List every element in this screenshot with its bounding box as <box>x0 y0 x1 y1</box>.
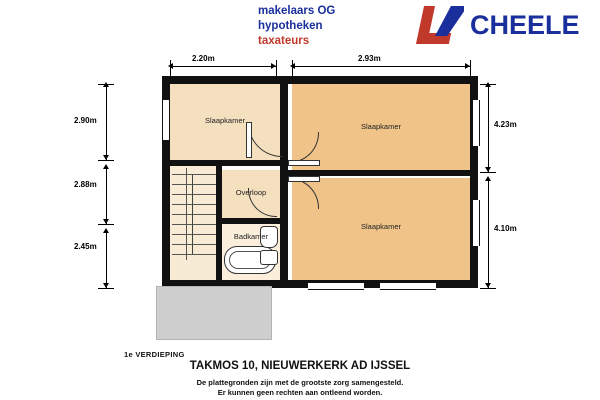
disclaimer-line-1: De plattegronden zijn met de grootste zorg samengesteld. <box>196 378 404 387</box>
label-overloop: Overloop <box>235 188 267 197</box>
floor-label: 1e VERDIEPING <box>124 350 185 359</box>
disclaimer <box>0 378 600 398</box>
logo-wordmark: CHEELE <box>470 10 580 40</box>
dim-top-1-line <box>170 66 276 67</box>
brand-text <box>258 4 408 49</box>
dim-top-2-label: 2.93m <box>358 54 381 63</box>
brand-line-3: taxateurs <box>258 35 310 47</box>
dim-left-1-line <box>106 84 107 160</box>
logo-mark-icon <box>418 6 464 44</box>
dim-left-2-label: 2.88m <box>74 180 97 189</box>
dim-left-2-line <box>106 166 107 224</box>
label-slaapkamer-left: Slaapkamer <box>204 116 246 125</box>
sink-icon <box>260 250 278 265</box>
interior-wall-vertical-center <box>280 76 288 288</box>
label-badkamer: Badkamer <box>233 232 269 241</box>
staircase <box>172 168 216 260</box>
dim-left-1-label: 2.90m <box>74 116 97 125</box>
door-leaf-slaapkamer-top-right <box>288 160 320 166</box>
disclaimer-line-2: Er kunnen geen rechten aan ontleend worden. <box>217 388 383 397</box>
dim-right-2-label: 4.10m <box>494 224 517 233</box>
brand-line-2: hypotheken <box>258 20 323 32</box>
dim-left-3-line <box>106 230 107 288</box>
interior-wall-bathroom <box>216 218 282 224</box>
label-slaapkamer-top-right: Slaapkamer <box>360 122 402 131</box>
label-slaapkamer-bottom-right: Slaapkamer <box>360 222 402 231</box>
interior-wall-vertical-left <box>216 160 222 288</box>
address-title: TAKMOS 10, NIEUWERKERK AD IJSSEL <box>189 360 411 372</box>
floorplan-drawing <box>74 54 520 350</box>
dim-right-1-label: 4.23m <box>494 120 517 129</box>
dim-top-2-line <box>292 66 470 67</box>
window-bottom-right <box>380 282 436 290</box>
door-leaf-slaapkamer-left <box>246 122 252 158</box>
stair-direction-arrow <box>192 174 193 254</box>
company-logo <box>418 4 588 48</box>
dim-right-2-line <box>488 178 489 288</box>
interior-wall-horizontal-left <box>170 160 282 166</box>
window-right-lower <box>472 200 480 246</box>
dim-top-1-label: 2.20m <box>192 54 215 63</box>
logo-blue-sweep <box>435 6 464 36</box>
window-bottom-left <box>308 282 364 290</box>
dim-left-3-label: 2.45m <box>74 242 97 251</box>
door-leaf-slaapkamer-bottom-right <box>288 176 320 182</box>
window-right-upper <box>472 100 480 146</box>
window-left-upper <box>162 100 170 140</box>
brand-line-1: makelaars OG <box>258 5 336 17</box>
dim-right-1-line <box>488 84 489 172</box>
extension-roof-area <box>156 286 272 340</box>
